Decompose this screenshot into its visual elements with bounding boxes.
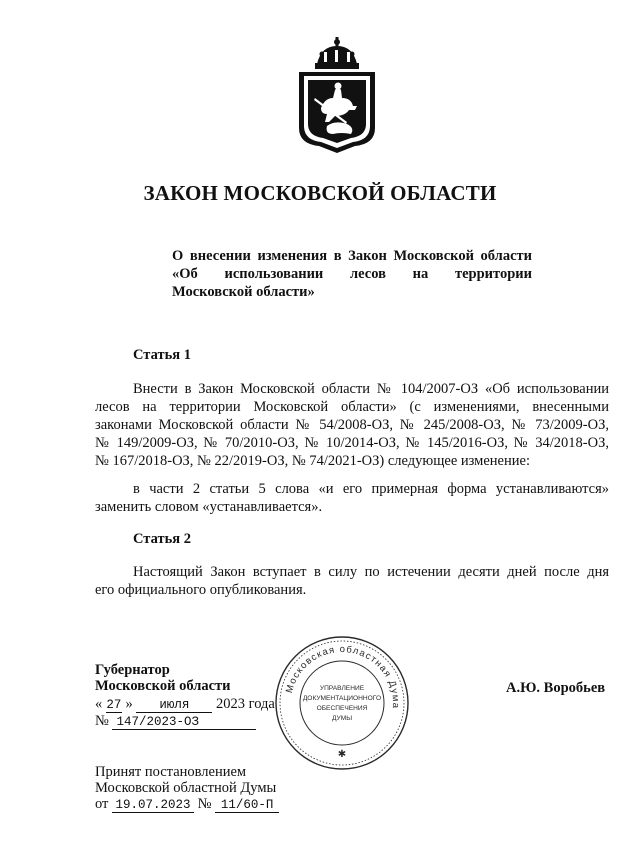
law-number [95,713,256,730]
article-1-paragraph-2 [95,480,609,516]
paragraph-line: его официального опубликования. [95,582,307,598]
paragraph-line: № 167/2018-ОЗ, № 22/2019-ОЗ, № 74/2021-ОЗ) следующее изменение: [95,453,530,469]
stamp-center-line: ОБЕСПЕЧЕНИЯ [316,705,368,712]
subject-line: Московской области» [172,284,315,300]
position-line: Московской области [95,678,231,694]
adoption-number: 11/60-П [215,799,279,813]
signer-position [95,662,231,694]
date-close-quote: » [125,696,133,712]
date-open-quote: « [95,696,103,712]
subject-line: «Об использовании лесов на территории [172,266,532,282]
article-1-heading: Статья 1 [133,347,191,363]
signing-day: 27 [106,698,122,712]
signer-name: А.Ю. Воробьев [506,680,606,696]
law-subject [172,247,532,301]
stamp-center-line: ДОКУМЕНТАЦИОННОГО [302,695,382,702]
stamp-ring-text: Московская областная Дума [283,643,402,710]
article-2-paragraph [95,563,609,599]
article-2-heading: Статья 2 [133,531,191,547]
stamp-center-line: ДУМЫ [331,715,353,722]
law-title: ЗАКОН МОСКОВСКОЙ ОБЛАСТИ [143,181,497,205]
signing-year: 2023 года [216,696,275,712]
paragraph-line: Настоящий Закон вступает в силу по истечении десяти дней после дня [133,564,609,580]
paragraph-line: в части 2 статьи 5 слова «и его примерная форма устанавливаются» [133,481,609,497]
paragraph-line: законами Московской области № 54/2008-ОЗ, № 245/2008-ОЗ, № 73/2009-ОЗ, [95,417,609,433]
subject-line: О внесении изменения в Закон Московской области [172,248,532,264]
article-1-paragraph-1 [95,380,609,470]
number-sign: № [197,796,212,812]
adoption-line: Московской областной Думы [95,780,277,796]
adoption-date-line [95,796,279,813]
signing-month: июля [136,699,212,713]
from-prefix: от [95,796,109,812]
paragraph-line: № 149/2009-ОЗ, № 70/2010-ОЗ, № 10/2014-ОЗ, № 145/2016-ОЗ, № 34/2018-ОЗ, [95,435,609,451]
number-sign: № [95,713,109,729]
official-stamp [273,634,411,772]
signing-date [95,696,275,713]
position-line: Губернатор [95,662,170,678]
paragraph-line: Внести в Закон Московской области № 104/2007-ОЗ «Об использовании [133,381,609,397]
paragraph-line: заменить словом «устанавливается». [95,499,323,515]
adoption-line: Принят постановлением [95,764,247,780]
adoption-date: 19.07.2023 [112,799,194,813]
coat-of-arms-emblem [291,36,383,154]
law-number-value: 147/2023-ОЗ [112,716,256,730]
star-icon: ✱ [337,749,347,760]
stamp-center-line: УПРАВЛЕНИЕ [319,685,365,692]
paragraph-line: лесов на территории Московской области» (с изменениями, внесенными [95,399,609,415]
adoption-block [95,764,279,813]
